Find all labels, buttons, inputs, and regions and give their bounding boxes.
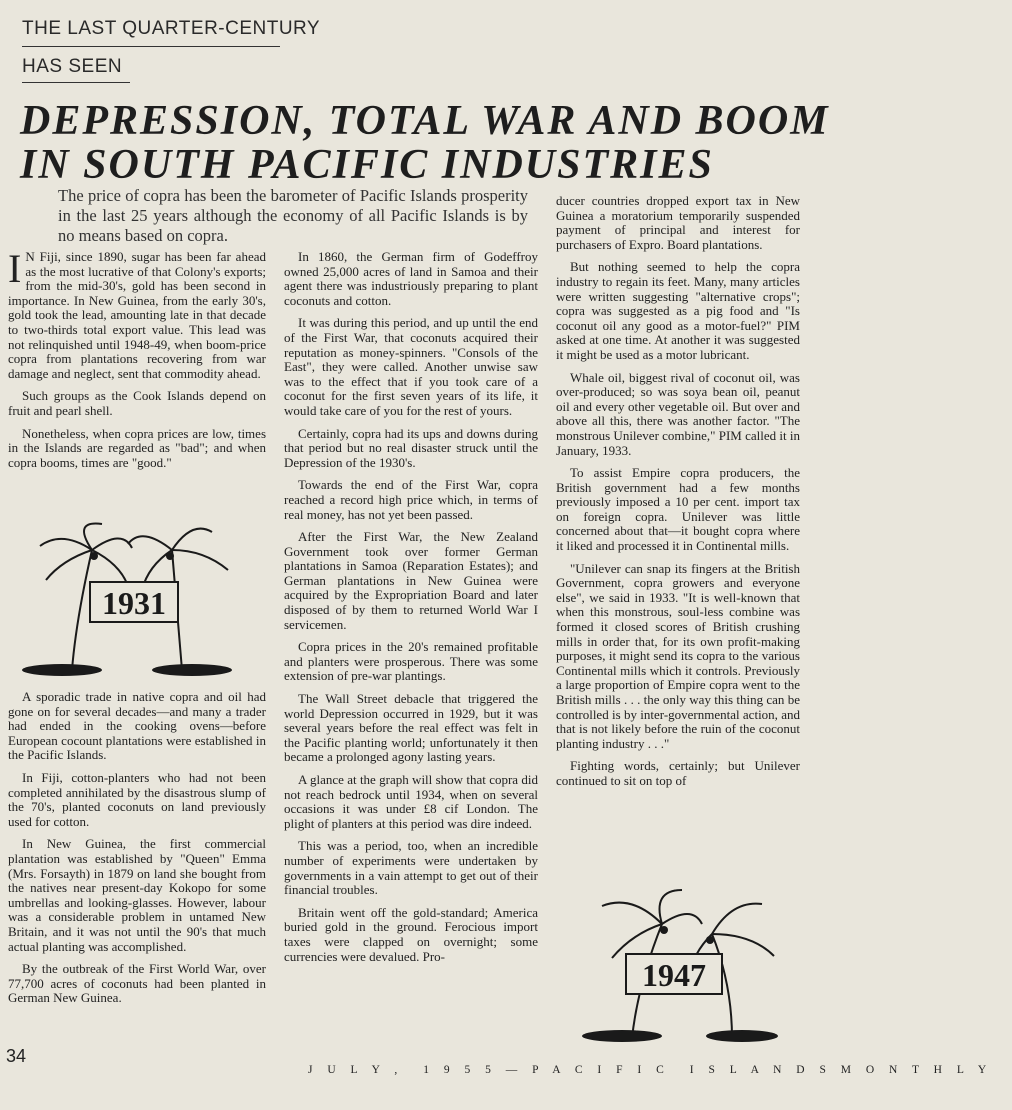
kicker-rule-2 [22, 82, 130, 83]
paragraph: ducer countries dropped export tax in New Guinea a moratorium temporarily suspended payment of principal and interest for purchasers of Expro. Board plantations. [556, 193, 800, 252]
paragraph: A sporadic trade in native copra and oil had gone on for several decades—and many a trader had ended in the cooking ovens—before European cocount plantations were established in the Pacific Islands. [8, 689, 266, 763]
kicker-line-1: THE LAST QUARTER-CENTURY [22, 18, 321, 39]
column-1-bottom [8, 690, 266, 1014]
paragraph: Fighting words, certainly; but Unilever continued to sit on top of [556, 758, 800, 788]
paragraph: In 1860, the German firm of Godeffroy owned 25,000 acres of land in Samoa and their agent there was industriously preparing to plant coconuts and cotton. [284, 249, 538, 308]
paragraph: Britain went off the gold-standard; America buried gold in the ground. Ferocious import taxes were clapped on overnight; some currencies were devalued. Pro- [284, 904, 538, 964]
art-year-1931: 1931 [102, 585, 166, 621]
footer-line [308, 1064, 1012, 1076]
drop-cap: I [8, 246, 22, 291]
paragraph: But nothing seemed to help the copra industry to regain its feet. Many, many articles were written suggesting "alternative crops"; copra was suggested as a pig food and "Is coconut oil any good as a motor-fuel?" PIM asked at one time. At another it was suggested it might be used as a motor lubricant. [556, 259, 800, 362]
paragraph: The Wall Street debacle that triggered the world Depression occurred in 1929, but it was several years before the real effect was felt in the Pacific planting world; unfortunately it then became a prolonged agony lasting years. [284, 691, 538, 765]
paragraph: Such groups as the Cook Islands depend on fruit and pearl shell. [8, 388, 266, 418]
footer-month: J U L Y , [308, 1064, 404, 1076]
paragraph: To assist Empire copra producers, the British government had a few months previously imposed a 10 per cent. import tax on foreign copra. Unilever was little concerned about that—it bought copra where it liked and processed it in Continental mills. [556, 465, 800, 554]
paragraph: Towards the end of the First War, copra reached a record high price which, in terms of real money, has not yet been passed. [284, 477, 538, 522]
paragraph: Whale oil, biggest rival of coconut oil, was over-produced; so was soya bean oil, peanut oil and every other vegetable oil. But over and above all this, there was another factor. "The monstrous Unilever combine," PIM called it in January, 1933. [556, 369, 800, 458]
paragraph: By the outbreak of the First World War, over 77,700 acres of coconuts had been planted in German New Guinea. [8, 961, 266, 1006]
kicker-rule [22, 46, 280, 47]
headline-line-1: DEPRESSION, TOTAL WAR AND BOOM [20, 98, 830, 144]
footer-publication: I S L A N D S M O N T H L Y [689, 1064, 993, 1076]
footer-year: 1 9 5 5 — P A C I F I C [423, 1064, 670, 1076]
column-3 [556, 194, 800, 797]
palm-1931-illustration [32, 520, 238, 678]
column-2 [284, 250, 538, 972]
paragraph: Nonetheless, when copra prices are low, times in the Islands are regarded as "bad"; and when copra booms, times are "good." [8, 425, 266, 470]
paragraph: In Fiji, cotton-planters who had not been completed annihilated by the disastrous slump of the 70's, planted coconuts on land previously used for cotton. [8, 769, 266, 829]
paragraph: After the First War, the New Zealand Government took over former German plantations in Samoa (Reparation Estates); and German plantations in New Guinea were acquired by the Expropriation Board and later disposed of by them to returned World War I servicemen. [284, 529, 538, 632]
art-year-1947: 1947 [642, 957, 706, 993]
page-number: 34 [6, 1046, 27, 1066]
paragraph: A glance at the graph will show that copra did not reach bedrock until 1934, when on several occasions it was under £8 cif London. The plight of planters at this period was dire indeed. [284, 772, 538, 831]
lede-paragraph: The price of copra has been the barometer of Pacific Islands prosperity in the last 25 years although the economy of all Pacific Islands is by no means based on copra. [58, 186, 528, 245]
paragraph: I N Fiji, since 1890, sugar has been far ahead as the most lucrative of that Colony's exports; from the mid-30's, gold has been second in importance. In New Guinea, from the early 30's, gold took the lead, amounting late in that decade to two-thirds total export value. This lead was not relinquished until 1948-49, when boom-price copra from plantations recovering from war damage and neglect, sent that commodity ahead. [8, 246, 266, 381]
paragraph: In New Guinea, the first commercial plantation was established by "Queen" Emma (Mrs. Forsayth) in 1879 on land she bought from the natives near present-day Kokopo for some umbrellas and looking-glasses. However, labour was a considerable problem in untamed New Britain, and it was not until the 90's that much actual planting was accomplished. [8, 836, 266, 954]
paragraph: Certainly, copra had its ups and downs during that period but no real disaster struck until the Depression of the 1930's. [284, 425, 538, 470]
headline-line-2: IN SOUTH PACIFIC INDUSTRIES [20, 142, 714, 188]
paragraph: It was during this period, and up until the end of the First War, that coconuts acquired their reputation as money-spinners. "Consols of the East", they were called. Another unwise saw was to the effect that if you took care of a coconut for the first seven years of its life, it would take care of you for the rest of yours. [284, 315, 538, 418]
column-1-top [8, 246, 266, 478]
paragraph: This was a period, too, when an incredible number of experiments were undertaken by governments in a vain attempt to get out of their financial troubles. [284, 838, 538, 898]
paragraph: Copra prices in the 20's remained profitable and planters were prosperous. There was some extension of pre-war plantings. [284, 639, 538, 684]
paragraph: "Unilever can snap its fingers at the British Government, copra growers and everyone else", we said in 1933. "It is well-known that when this monstrous, soul-less combine was formed it closed scores of British crushing mills in order that, for its own profit-making purposes, it might send its copra to the various Continental mills which it controls. Previously a large proportion of Empire copra went to the British mills . . . the only way this thing can be controlled is by inter-governmental action, and that is not likely before the ruin of the coconut planting industry . . ." [556, 560, 800, 751]
kicker-line-2: HAS SEEN [22, 56, 123, 77]
palm-1947-illustration [582, 884, 780, 1044]
